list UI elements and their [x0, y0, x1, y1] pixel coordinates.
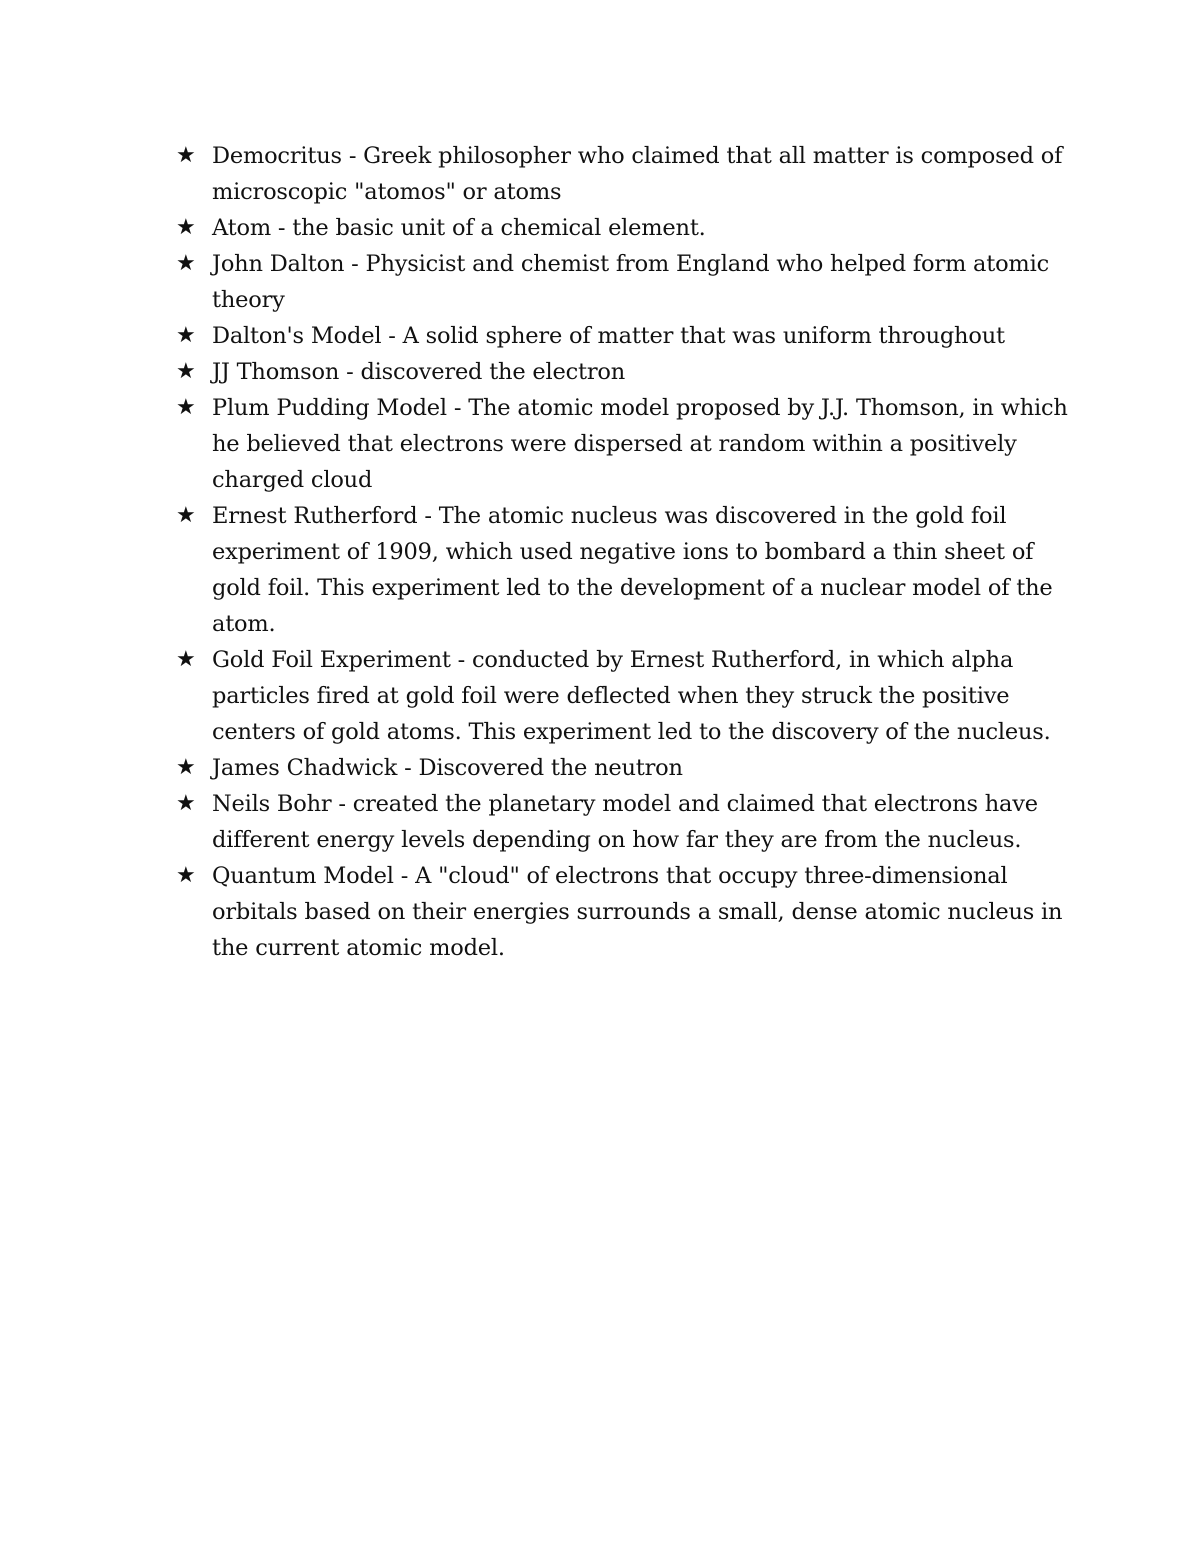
list-item-text: Ernest Rutherford - The atomic nucleus was discovered in the gold foil experiment of 1909, which used negative ions to bombard a thin sheet of gold foil. This experiment led to the development of a nuclear model of the atom. — [212, 503, 1053, 637]
list-item-text: James Chadwick - Discovered the neutron — [212, 755, 683, 781]
list-item — [176, 138, 1076, 210]
list-item — [176, 786, 1076, 858]
list-item-text: Neils Bohr - created the planetary model and claimed that electrons have different energy levels depending on how far they are from the nucleus. — [212, 791, 1038, 853]
list-item — [176, 246, 1076, 318]
list-item — [176, 390, 1076, 498]
star-icon: ★ — [176, 647, 196, 672]
list-item-text: Gold Foil Experiment - conducted by Ernest Rutherford, in which alpha particles fired at gold foil were deflected when they struck the positive centers of gold atoms. This experiment led to the discovery of the nucleus. — [212, 647, 1051, 745]
list-item-text: JJ Thomson - discovered the electron — [212, 359, 626, 385]
star-icon: ★ — [176, 251, 196, 276]
list-item-text: Atom - the basic unit of a chemical element. — [212, 215, 706, 241]
star-icon: ★ — [176, 755, 196, 780]
list-item-text: Dalton's Model - A solid sphere of matter that was uniform throughout — [212, 323, 1005, 349]
list-item — [176, 498, 1076, 642]
bullet-list — [176, 138, 1076, 966]
star-icon: ★ — [176, 359, 196, 384]
list-item-text: Democritus - Greek philosopher who claimed that all matter is composed of microscopic "atomos" or atoms — [212, 143, 1063, 205]
star-icon: ★ — [176, 395, 196, 420]
list-item-text: Plum Pudding Model - The atomic model proposed by J.J. Thomson, in which he believed that electrons were dispersed at random within a positively charged cloud — [212, 395, 1068, 493]
star-icon: ★ — [176, 791, 196, 816]
star-icon: ★ — [176, 863, 196, 888]
list-item — [176, 318, 1076, 354]
star-icon: ★ — [176, 215, 196, 240]
star-icon: ★ — [176, 143, 196, 168]
star-icon: ★ — [176, 323, 196, 348]
star-icon: ★ — [176, 503, 196, 528]
list-item — [176, 750, 1076, 786]
list-item — [176, 858, 1076, 966]
list-item — [176, 210, 1076, 246]
list-item — [176, 642, 1076, 750]
list-item-text: Quantum Model - A "cloud" of electrons that occupy three-dimensional orbitals based on their energies surrounds a small, dense atomic nucleus in the current atomic model. — [212, 863, 1063, 961]
list-item — [176, 354, 1076, 390]
list-item-text: John Dalton - Physicist and chemist from England who helped form atomic theory — [212, 251, 1049, 313]
